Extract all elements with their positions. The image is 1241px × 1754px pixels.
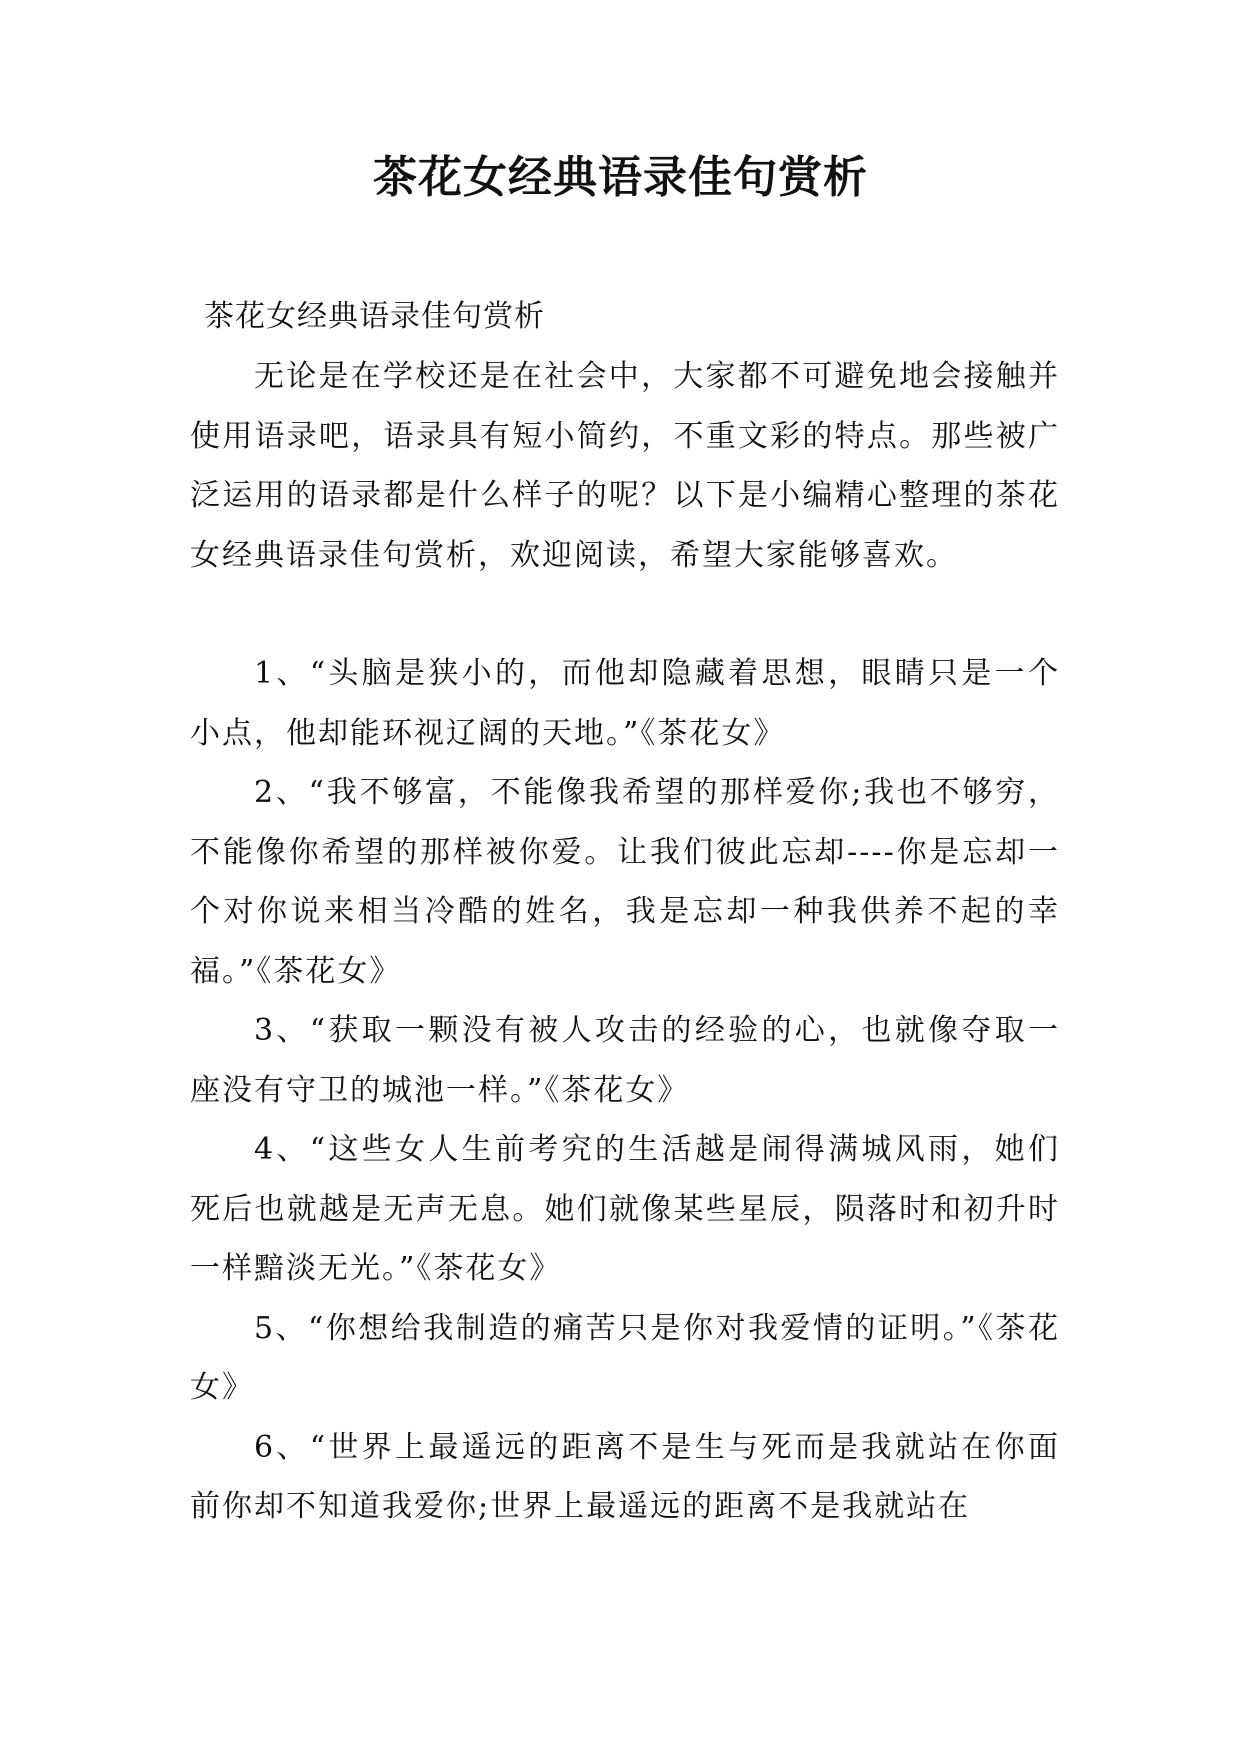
quote-paragraph-1: 1、“头脑是狭小的，而他却隐藏着思想，眼睛只是一个小点，他却能环视辽阔的天地。”《茶花女》 [190,656,1060,751]
quote-paragraph-5: 5、“你想给我制造的痛苦只是你对我爱情的证明。”《茶花女》 [190,1310,1060,1405]
intro-paragraph: 无论是在学校还是在社会中，大家都不可避免地会接触并使用语录吧，语录具有短小简约，不重文彩的特点。那些被广泛运用的语录都是什么样子的呢？以下是小编精心整理的茶花女经典语录佳句赏析，欢迎阅读，希望大家能够喜欢。 [190,359,1060,573]
quote-paragraph-6: 6、“世界上最遥远的距离不是生与死而是我就站在你面前你却不知道我爱你;世界上最遥远的距离不是我就站在 [190,1429,1060,1524]
document-subtitle: 茶花女经典语录佳句赏析 [204,299,545,334]
quote-paragraph-4: 4、“这些女人生前考究的生活越是闹得满城风雨，她们死后也就越是无声无息。她们就像某些星辰，陨落时和初升时一样黯淡无光。”《茶花女》 [190,1132,1060,1286]
document-body [190,287,1060,1537]
quote-paragraph-2: 2、“我不够富，不能像我希望的那样爱你;我也不够穷，不能像你希望的那样被你爱。让我们彼此忘却----你是忘却一个对你说来相当冷酷的姓名，我是忘却一种我供养不起的幸福。”《茶花女》 [190,775,1060,989]
document-title: 茶花女经典语录佳句赏析 [373,152,868,203]
quote-paragraph-3: 3、“获取一颗没有被人攻击的经验的心，也就像夺取一座没有守卫的城池一样。”《茶花女》 [190,1013,1060,1108]
